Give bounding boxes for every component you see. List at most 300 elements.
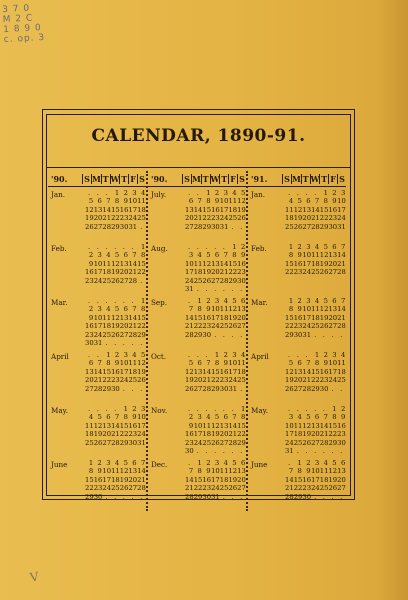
day-number: 21 xyxy=(128,268,138,277)
empty-day: . xyxy=(114,338,117,347)
empty-day: . xyxy=(231,405,234,413)
day-number: 4 xyxy=(140,189,146,197)
empty-day: . xyxy=(188,351,191,359)
day-number: 19 xyxy=(211,430,220,439)
empty-day: . xyxy=(196,351,199,359)
day-number: 6 xyxy=(106,413,111,422)
week-row xyxy=(185,385,246,393)
week-row xyxy=(285,405,346,413)
day-number: 8 xyxy=(206,197,211,206)
empty-day: . xyxy=(188,297,191,305)
day-number: 11 xyxy=(337,359,346,368)
day-number: 6 xyxy=(123,305,128,314)
day-number: 12 xyxy=(185,367,194,376)
day-number: 25 xyxy=(293,438,303,447)
day-number: 23 xyxy=(85,330,94,339)
day-number: 6 xyxy=(297,359,302,368)
empty-day: . xyxy=(296,405,299,413)
weekday-label: S xyxy=(182,174,191,184)
month-grid xyxy=(185,297,246,349)
day-number: 25 xyxy=(137,214,146,223)
empty-day: . xyxy=(240,222,243,231)
day-number: 14 xyxy=(185,313,194,322)
day-number: 22 xyxy=(311,376,320,385)
week-row xyxy=(185,243,246,251)
bottom-mark: V xyxy=(28,569,40,585)
day-number: 19 xyxy=(119,475,129,484)
day-number: 12 xyxy=(319,251,329,260)
empty-day: . xyxy=(240,330,243,339)
day-number: 7 xyxy=(340,297,346,305)
day-number: 5 xyxy=(232,297,237,305)
day-number: 23 xyxy=(293,268,303,277)
day-number: 3 xyxy=(140,405,146,413)
weekday-label: T xyxy=(202,173,209,184)
day-number: 6 xyxy=(97,197,102,206)
day-number: 24 xyxy=(193,438,203,447)
day-number: 27 xyxy=(193,384,203,393)
day-number: 10 xyxy=(193,421,203,430)
day-number: 6 xyxy=(332,243,337,251)
weekday-label: S xyxy=(137,174,146,184)
day-number: 11 xyxy=(137,197,146,206)
day-number: 29 xyxy=(228,276,238,285)
day-number: 18 xyxy=(285,214,294,223)
week-row xyxy=(85,297,146,305)
day-number: 19 xyxy=(93,430,103,439)
day-number: 18 xyxy=(311,259,320,268)
day-number: 16 xyxy=(293,259,303,268)
week-row xyxy=(85,277,146,285)
week-row xyxy=(85,268,146,276)
day-number: 28 xyxy=(137,484,146,493)
day-number: 27 xyxy=(328,322,338,331)
day-number: 2 xyxy=(88,251,94,260)
day-number: 4 xyxy=(314,297,320,305)
day-number: 28 xyxy=(128,276,138,285)
day-number: 10 xyxy=(328,359,338,368)
day-number: 7 xyxy=(97,359,102,368)
day-number: 11 xyxy=(111,467,120,476)
day-number: 9 xyxy=(132,413,137,422)
week-row xyxy=(85,197,146,205)
week-row xyxy=(285,251,346,259)
week-row xyxy=(85,422,146,430)
month-name: Nov. xyxy=(151,406,168,415)
day-number: 26 xyxy=(328,484,338,493)
day-number: 30 xyxy=(219,384,229,393)
day-number: 24 xyxy=(328,376,338,385)
day-number: 28 xyxy=(185,330,194,339)
day-number: 8 xyxy=(332,413,337,422)
empty-day: . xyxy=(205,243,208,251)
day-number: 11 xyxy=(219,467,229,476)
day-number: 30 xyxy=(302,492,312,501)
day-number: 31 xyxy=(137,438,146,447)
day-number: 9 xyxy=(323,359,328,368)
day-number: 17 xyxy=(302,259,312,268)
day-number: 27 xyxy=(293,384,303,393)
day-number: 20 xyxy=(337,475,346,484)
day-number: 15 xyxy=(137,259,146,268)
weekday-label: W xyxy=(210,173,220,184)
day-number: 25 xyxy=(311,268,320,277)
empty-day: . xyxy=(114,492,117,501)
day-number: 14 xyxy=(111,421,120,430)
month-block xyxy=(248,403,346,457)
day-number: 2 xyxy=(223,351,228,359)
day-number: 29 xyxy=(119,438,129,447)
week-row xyxy=(85,351,146,359)
empty-day: . xyxy=(196,446,199,455)
week-row xyxy=(185,459,246,467)
day-number: 13 xyxy=(219,421,229,430)
day-number: 15 xyxy=(193,313,203,322)
week-row xyxy=(285,189,346,197)
empty-day: . xyxy=(222,446,225,455)
empty-day: . xyxy=(88,243,91,251)
day-number: 5 xyxy=(240,189,246,197)
month-name: May. xyxy=(51,406,69,415)
month-grid xyxy=(285,297,346,349)
day-number: 17 xyxy=(93,268,103,277)
month-block xyxy=(248,241,346,295)
weekday-label: T xyxy=(102,173,109,184)
week-row xyxy=(285,439,346,447)
day-number: 29 xyxy=(193,492,203,501)
day-number: 24 xyxy=(211,322,220,331)
day-number: 28 xyxy=(128,330,138,339)
day-number: 1 xyxy=(214,351,220,359)
day-number: 22 xyxy=(319,214,329,223)
month-name: May. xyxy=(251,406,269,415)
month-name: April xyxy=(51,352,69,361)
month-name: Mar. xyxy=(251,298,268,307)
empty-day: . xyxy=(88,351,91,359)
day-number: 18 xyxy=(228,205,238,214)
day-number: 10 xyxy=(137,413,146,422)
day-number: 21 xyxy=(202,376,212,385)
day-number: 26 xyxy=(319,322,329,331)
week-row xyxy=(185,359,246,367)
day-number: 1 xyxy=(206,189,211,197)
day-number: 2 xyxy=(297,297,302,305)
empty-day: . xyxy=(331,446,334,455)
day-number: 5 xyxy=(214,413,220,422)
day-number: 9 xyxy=(332,197,337,206)
day-number: 24 xyxy=(119,376,129,385)
day-number: 19 xyxy=(111,268,120,277)
empty-day: . xyxy=(231,284,234,293)
month-grid xyxy=(185,459,246,511)
month-block xyxy=(148,457,246,511)
day-number: 20 xyxy=(85,376,94,385)
day-number: 12 xyxy=(111,259,120,268)
day-number: 28 xyxy=(228,438,238,447)
day-number: 2 xyxy=(88,305,94,314)
day-number: 12 xyxy=(228,467,238,476)
day-number: 14 xyxy=(319,421,329,430)
day-number: 12 xyxy=(302,421,312,430)
day-number: 30 xyxy=(237,276,246,285)
month-grid xyxy=(85,297,146,349)
day-number: 7 xyxy=(132,305,137,314)
month-name: April xyxy=(251,352,269,361)
empty-day: . xyxy=(240,446,243,455)
day-number: 10 xyxy=(119,359,129,368)
day-number: 7 xyxy=(232,413,237,422)
week-row xyxy=(85,214,146,222)
weekday-label: T xyxy=(121,173,128,184)
day-number: 28 xyxy=(185,492,194,501)
day-number: 2 xyxy=(214,189,220,197)
day-number: 8 xyxy=(88,467,94,476)
day-number: 20 xyxy=(302,214,312,223)
month-grid xyxy=(85,189,146,241)
day-number: 27 xyxy=(237,484,246,493)
day-number: 21 xyxy=(185,484,194,493)
day-number: 29 xyxy=(111,222,120,231)
week-row xyxy=(285,268,346,276)
weekday-label: S xyxy=(237,174,246,184)
day-number: 9 xyxy=(206,467,211,476)
day-number: 3 xyxy=(214,459,220,467)
day-number: 25 xyxy=(285,222,294,231)
month-name: Aug. xyxy=(151,244,168,253)
day-number: 16 xyxy=(211,205,220,214)
day-number: 26 xyxy=(302,438,312,447)
week-row xyxy=(285,413,346,421)
day-number: 26 xyxy=(111,276,120,285)
day-number: 18 xyxy=(102,322,112,331)
day-number: 2 xyxy=(206,459,211,467)
day-number: 8 xyxy=(140,251,146,260)
month-block xyxy=(48,457,146,511)
day-number: 12 xyxy=(111,313,120,322)
day-number: 1 xyxy=(314,351,320,359)
empty-day: . xyxy=(214,405,217,413)
week-row xyxy=(85,223,146,231)
month-name: Mar. xyxy=(51,298,68,307)
day-number: 7 xyxy=(132,251,137,260)
day-number: 2 xyxy=(332,189,337,197)
week-row xyxy=(185,422,246,430)
month-grid xyxy=(285,459,346,511)
weekday-label: F xyxy=(228,174,237,184)
day-number: 27 xyxy=(311,438,320,447)
day-number: 23 xyxy=(211,214,220,223)
day-number: 20 xyxy=(211,268,220,277)
day-number: 19 xyxy=(237,205,246,214)
month-name: Feb. xyxy=(51,244,67,253)
day-number: 17 xyxy=(185,268,194,277)
day-number: 13 xyxy=(185,205,194,214)
day-number: 15 xyxy=(193,475,203,484)
empty-day: . xyxy=(240,384,243,393)
day-number: 22 xyxy=(102,376,112,385)
week-row xyxy=(285,206,346,214)
weekday-label: W xyxy=(310,173,320,184)
month-name: Dec. xyxy=(151,460,168,469)
week-row xyxy=(85,493,146,501)
month-grid xyxy=(85,243,146,295)
day-number: 13 xyxy=(102,421,112,430)
day-number: 13 xyxy=(193,367,203,376)
day-number: 25 xyxy=(202,438,212,447)
day-number: 12 xyxy=(119,467,129,476)
day-number: 3 xyxy=(123,351,128,359)
day-number: 2 xyxy=(240,243,246,251)
day-number: 10 xyxy=(93,259,103,268)
week-row xyxy=(185,476,246,484)
day-number: 25 xyxy=(111,484,120,493)
day-number: 18 xyxy=(311,313,320,322)
week-row xyxy=(185,368,246,376)
day-number: 30 xyxy=(85,338,94,347)
day-number: 18 xyxy=(237,367,246,376)
day-number: 6 xyxy=(240,297,246,305)
day-number: 24 xyxy=(185,276,194,285)
week-row xyxy=(85,260,146,268)
day-number: 8 xyxy=(140,305,146,314)
day-number: 19 xyxy=(185,376,194,385)
day-number: 19 xyxy=(302,430,312,439)
week-row xyxy=(285,484,346,492)
week-row xyxy=(85,314,146,322)
day-number: 19 xyxy=(293,214,303,223)
day-number: 2 xyxy=(132,405,137,413)
week-row xyxy=(85,368,146,376)
empty-day: . xyxy=(140,384,143,393)
day-number: 1 xyxy=(288,297,294,305)
day-number: 29 xyxy=(137,330,146,339)
day-number: 10 xyxy=(128,197,138,206)
month-block xyxy=(48,295,146,349)
day-number: 20 xyxy=(311,430,320,439)
day-number: 6 xyxy=(214,251,220,260)
day-number: 31 xyxy=(228,384,238,393)
week-row xyxy=(185,277,246,285)
week-row xyxy=(85,339,146,347)
empty-day: . xyxy=(322,446,325,455)
day-number: 14 xyxy=(137,467,146,476)
day-number: 3 xyxy=(188,251,194,260)
day-number: 30 xyxy=(128,438,138,447)
day-number: 14 xyxy=(102,205,112,214)
day-number: 24 xyxy=(302,268,312,277)
month-grid xyxy=(285,405,346,457)
day-number: 21 xyxy=(285,484,294,493)
day-number: 7 xyxy=(314,197,320,206)
empty-day: . xyxy=(340,384,343,393)
day-number: 18 xyxy=(85,430,94,439)
empty-day: . xyxy=(240,492,243,501)
day-number: 20 xyxy=(237,475,246,484)
day-number: 19 xyxy=(85,214,94,223)
empty-day: . xyxy=(105,297,108,305)
day-number: 31 xyxy=(337,222,346,231)
day-number: 6 xyxy=(340,459,346,467)
day-number: 10 xyxy=(211,467,220,476)
day-number: 3 xyxy=(97,305,102,314)
day-number: 26 xyxy=(293,222,303,231)
day-number: 23 xyxy=(302,484,312,493)
day-number: 26 xyxy=(85,222,94,231)
empty-day: . xyxy=(96,189,99,197)
column-header xyxy=(248,171,346,187)
day-number: 19 xyxy=(328,475,338,484)
day-number: 6 xyxy=(188,197,194,206)
day-number: 20 xyxy=(293,376,303,385)
day-number: 21 xyxy=(228,430,238,439)
week-row xyxy=(285,447,346,455)
week-row xyxy=(185,197,246,205)
day-number: 7 xyxy=(306,359,311,368)
week-row xyxy=(185,439,246,447)
week-row xyxy=(185,314,246,322)
empty-day: . xyxy=(114,243,117,251)
month-name: Sep. xyxy=(151,298,168,307)
empty-day: . xyxy=(314,492,317,501)
empty-day: . xyxy=(288,189,291,197)
day-number: 9 xyxy=(306,467,311,476)
day-number: 7 xyxy=(114,413,120,422)
day-number: 9 xyxy=(340,413,346,422)
day-number: 11 xyxy=(193,259,203,268)
day-number: 27 xyxy=(302,222,312,231)
empty-day: . xyxy=(131,243,134,251)
day-number: 23 xyxy=(293,322,303,331)
empty-day: . xyxy=(196,243,199,251)
week-row xyxy=(85,376,146,384)
empty-day: . xyxy=(188,405,191,413)
day-number: 22 xyxy=(285,322,294,331)
week-row xyxy=(185,305,246,313)
month-block xyxy=(48,241,146,295)
day-number: 1 xyxy=(88,459,94,467)
day-number: 9 xyxy=(188,421,194,430)
day-number: 18 xyxy=(319,475,329,484)
day-number: 3 xyxy=(314,459,320,467)
day-number: 19 xyxy=(228,313,238,322)
week-row xyxy=(285,305,346,313)
day-number: 19 xyxy=(319,313,329,322)
week-row xyxy=(85,405,146,413)
day-number: 5 xyxy=(323,297,328,305)
empty-day: . xyxy=(222,243,225,251)
pencil-note: 3 7 0 xyxy=(1,3,31,16)
week-row xyxy=(185,467,246,475)
week-row xyxy=(185,493,246,501)
calendar-table xyxy=(48,171,349,511)
day-number: 26 xyxy=(111,330,120,339)
day-number: 9 xyxy=(88,259,94,268)
day-number: 6 xyxy=(123,251,128,260)
day-number: 16 xyxy=(185,430,194,439)
week-row xyxy=(285,297,346,305)
day-number: 13 xyxy=(293,367,303,376)
day-number: 24 xyxy=(228,376,238,385)
day-number: 15 xyxy=(319,205,329,214)
day-number: 11 xyxy=(293,421,303,430)
day-number: 23 xyxy=(185,438,194,447)
day-number: 4 xyxy=(88,413,94,422)
day-number: 1 xyxy=(332,405,337,413)
day-number: 26 xyxy=(137,376,146,385)
day-number: 11 xyxy=(319,467,329,476)
day-number: 7 xyxy=(340,243,346,251)
day-number: 31 xyxy=(185,284,194,293)
